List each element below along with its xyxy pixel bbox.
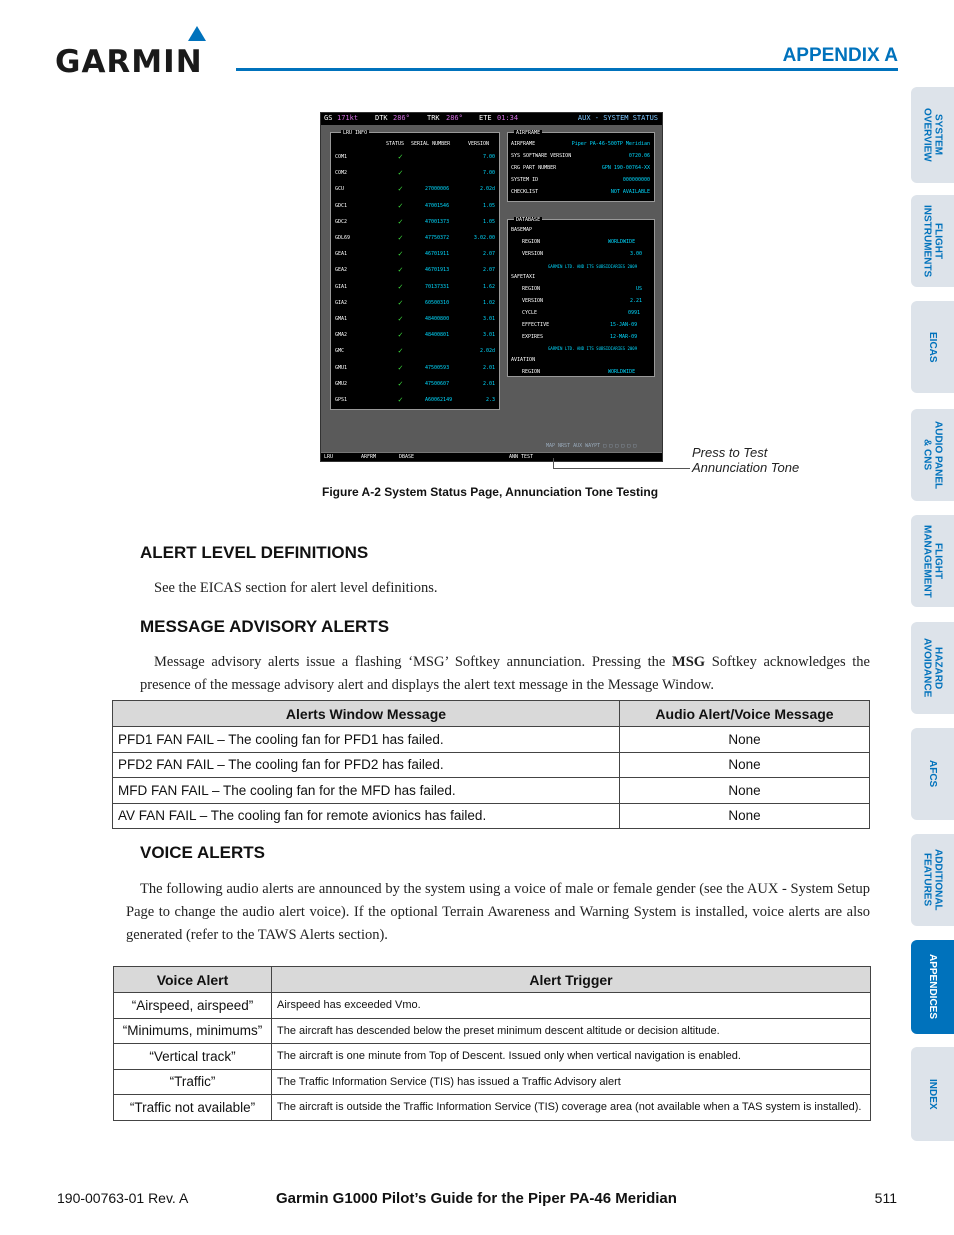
system-status-screen [320,112,663,462]
status-ok-check-icon: ✓ [398,314,403,323]
lru-version: 2.07 [482,267,495,274]
lru-serial: 48400800 [425,316,450,322]
status-ok-check-icon: ✓ [398,362,403,372]
lru-name: GIA2 [335,299,348,306]
tab-afcs[interactable]: AFCS [911,728,954,820]
footer-title: Garmin G1000 Pilot’s Guide for the Piper PA-46 Meridian [276,1190,677,1207]
garmin-logo-triangle-icon [188,26,206,41]
status-ok-check-icon: ✓ [398,216,403,226]
audio-alert-cell: None [620,778,870,804]
column-header: Alerts Window Message [113,701,620,727]
alert-trigger-cell: The aircraft has descended below the preset minimum descent altitude or decision altitude. [272,1018,871,1044]
alert-trigger-cell: The aircraft is outside the Traffic Information Service (TIS) coverage area (not available when a TAS system is installed). [272,1095,871,1121]
table-row [114,1095,871,1121]
lru-name: GEA1 [335,251,348,258]
tab-additional-features[interactable]: ADDITIONAL FEATURES [911,834,954,926]
lru-name: GDC2 [335,218,348,225]
callout-line-text: Press to Test [692,445,768,460]
airframe-panel: AIRFRAME AIRFRAME Piper PA-46-500TP Meridian SYS SOFTWARE VERSION 0720.06 CRG PART NUMBER GPN 190-00764-XX SYSTEM ID 000000000 CHECKLIST NOT AVAILABLE [507,132,655,202]
airframe-value: 000000000 [622,177,650,183]
lru-serial: 47750372 [425,235,450,241]
lru-version: 2.02d [479,186,495,193]
airframe-label: SYSTEM ID [511,177,539,183]
lru-version: 1.62 [482,283,495,290]
lru-serial: 47001373 [425,218,450,225]
status-ok-check-icon: ✓ [398,152,403,161]
airframe-value: NOT AVAILABLE [610,189,650,195]
screen-status-strip: MAP NRST AUX WAYPT □ □ □ □ □ □ [546,443,637,449]
column-header: Voice Alert [114,967,272,993]
heading-alert-level-definitions: ALERT LEVEL DEFINITIONS [140,543,369,562]
tab-flight-management[interactable]: FLIGHT MANAGEMENT [911,515,954,607]
softkey-ann-test[interactable]: ANN TEST [509,454,534,460]
audio-alert-cell: None [620,752,870,778]
alert-message-cell: PFD1 FAN FAIL – The cooling fan for PFD1 has failed. [113,727,620,753]
table-row [114,1018,871,1044]
voice-alert-cell: “Minimums, minimums” [114,1018,272,1044]
footer-page-number: 511 [874,1190,897,1206]
status-ok-check-icon: ✓ [398,281,403,291]
softkey-arfrm[interactable]: ARFRM [361,454,377,460]
lru-name: GMC [335,348,345,355]
table-row [113,727,870,753]
status-ok-check-icon: ✓ [398,200,403,210]
airframe-label: CRG PART NUMBER [511,165,557,171]
figure-caption: Figure A-2 System Status Page, Annunciation Tone Testing [322,485,659,499]
lru-version: 2.02d [479,348,495,355]
lru-version: 1.05 [482,202,495,209]
tab-index[interactable]: INDEX [911,1047,954,1141]
database-panel: DATABASE BASEMAP REGION WORLDWIDE VERSION 3.00 GARMIN LTD. AND ITS SUBSIDIARIES 2009 SAFETAXI REGION US VERSION 2.21 CYCLE 0991 EFFECTIVE 15-JAN-09 EXPIRES 12-MAR-09 GARMIN LTD. AND ITS SUBSIDIARIES 2009 AVIATION REGION WORLDWIDE [507,219,655,377]
voice-alerts-text: The following audio alerts are announced by the system using a voice of male or female gender (see the AUX - System Setup Page to change the audio alert voice). If the optional Terrain Awareness and Warning System is installed, voice alerts are also generated (refer to the TAWS Alerts section). [126,881,870,943]
airframe-value: Piper PA-46-500TP Meridian [571,141,650,147]
lru-version: 2.07 [482,251,495,258]
status-ok-check-icon: ✓ [398,297,403,307]
lru-serial: A60062149 [425,397,453,403]
garmin-logo [55,26,220,80]
lru-name: GMU1 [335,364,348,371]
heading-voice-alerts: VOICE ALERTS [140,843,265,862]
lru-name: GDL69 [335,235,351,241]
tab-eicas[interactable]: EICAS [911,301,954,393]
status-ok-check-icon: ✓ [398,265,403,275]
lru-version: 2.3 [485,397,495,403]
lru-serial: 60500310 [425,299,450,306]
callout-leader [553,468,690,469]
lru-name: GCU [335,186,345,193]
table-row [113,778,870,804]
lru-name: GMA1 [335,316,348,322]
message-advisory-table [112,700,870,829]
table-row [113,803,870,829]
status-ok-check-icon: ✓ [398,346,403,356]
voice-alert-cell: “Airspeed, airspeed” [114,993,272,1019]
appendix-title: APPENDIX A [782,45,898,66]
lru-name: GDC1 [335,202,348,209]
voice-alert-cell: “Traffic not available” [114,1095,272,1121]
lru-name: GIA1 [335,283,348,290]
status-ok-check-icon: ✓ [398,395,403,404]
screen-top-bar: GS 171kt DTK 286° TRK 286° ETE 01:34 AUX - SYSTEM STATUS [321,113,662,125]
voice-alert-cell: “Vertical track” [114,1044,272,1070]
airframe-value: 0720.06 [628,153,650,159]
lru-version: 3.01 [482,316,495,322]
lru-version: 3.02.00 [473,235,495,241]
callout-press-to-test [692,445,799,475]
alert-trigger-cell: The Traffic Information Service (TIS) has issued a Traffic Advisory alert [272,1069,871,1095]
lru-serial: 46701911 [425,251,450,258]
table-row [114,1044,871,1070]
lru-name: GMA2 [335,332,348,339]
status-ok-check-icon: ✓ [398,184,403,194]
table-row [114,1069,871,1095]
column-header: Audio Alert/Voice Message [620,701,870,727]
lru-version: 3.01 [482,332,495,339]
lru-serial: 47500593 [425,364,450,371]
status-ok-check-icon: ✓ [398,330,403,340]
table-header-row [113,701,870,727]
softkey-dbase[interactable]: DBASE [399,454,415,460]
lru-info-panel: LRU INFO STATUS SERIAL NUMBER VERSION COM1 ✓ 7.00 COM2 ✓ 7.00 GCU ✓ 27000006 2.02d GDC1 ✓ 47001546 1.05 GDC2 ✓ 47001373 1.05 GDL69 ✓ 47750372 3.02.00 GEA1 ✓ 46701911 2.07 GEA2 ✓ 46701913 2.07 GIA1 ✓ 70137331 1.62 GIA2 ✓ 60500310 1.02 GMA1 ✓ 48400800 3.01 GMA2 ✓ 48400801 3.01 GMC ✓ 2.02d GMU1 ✓ 47500593 2.01 GMU2 ✓ 47500607 2.01 GPS1 ✓ A60062149 2.3 [330,132,500,410]
column-header: Alert Trigger [272,967,871,993]
lru-name: GPS1 [335,397,348,403]
lru-name: GMU2 [335,380,348,387]
lru-serial: 27000006 [425,186,450,193]
lru-serial: 47001546 [425,202,450,209]
table-header-row [114,967,871,993]
status-ok-check-icon: ✓ [398,249,403,259]
footer-doc-number: 190-00763-01 Rev. A [57,1190,189,1206]
screen-softkeys [321,452,662,461]
callout-line-text: Annunciation Tone [692,460,800,475]
tab-appendices[interactable]: APPENDICES [911,940,954,1034]
garmin-logo-text: GARMIN [55,44,203,80]
alert-message-cell: AV FAN FAIL – The cooling fan for remote avionics has failed. [113,803,620,829]
softkey-lru[interactable]: LRU [324,454,334,460]
audio-alert-cell: None [620,803,870,829]
alert-message-cell: PFD2 FAN FAIL – The cooling fan for PFD2 has failed. [113,752,620,778]
airframe-value: GPN 190-00764-XX [601,165,650,171]
airframe-label: AIRFRAME [511,141,536,147]
screen-page-title: AUX - SYSTEM STATUS [577,114,658,122]
airframe-label: CHECKLIST [511,189,539,195]
lru-name: GEA2 [335,267,348,274]
audio-alert-cell: None [620,727,870,753]
lru-version: 2.01 [482,380,495,387]
alert-level-text: See the EICAS section for alert level definitions. [154,580,438,596]
voice-alerts-table [113,966,871,1121]
header-rule [236,68,898,71]
lru-version: 2.01 [482,364,495,371]
tab-flight-instruments[interactable]: FLIGHT INSTRUMENTS [911,195,954,287]
lru-serial: 47500607 [425,380,450,387]
voice-alert-cell: “Traffic” [114,1069,272,1095]
lru-version: 7.00 [482,154,495,160]
status-ok-check-icon: ✓ [398,233,403,242]
airframe-label: SYS SOFTWARE VERSION [511,153,572,159]
lru-serial: 70137331 [425,283,450,290]
tab-hazard-avoidance[interactable]: HAZARD AVOIDANCE [911,622,954,714]
lru-version: 1.02 [482,299,495,306]
lru-serial: 48400801 [425,332,450,339]
tab-audio-panel-cns[interactable]: AUDIO PANEL & CNS [911,409,954,501]
lru-name: COM2 [335,170,348,177]
table-row [113,752,870,778]
lru-version: 1.05 [482,218,495,225]
msg-softkey-label: MSG [672,654,706,670]
lru-name: COM1 [335,154,348,160]
heading-message-advisory-alerts: MESSAGE ADVISORY ALERTS [140,617,390,636]
status-ok-check-icon: ✓ [398,378,403,388]
tab-system-overview[interactable]: SYSTEM OVERVIEW [911,87,954,183]
message-advisory-text: Message advisory alerts issue a flashing ‘MSG’ Softkey annunciation. Pressing the MSG Softkey acknowledges the presence of the message advisory alert and displays the alert text message in the Message Window. [140,654,870,693]
alert-trigger-cell: The aircraft is one minute from Top of Descent. Issued only when vertical navigation is enabled. [272,1044,871,1070]
table-row [114,993,871,1019]
status-ok-check-icon: ✓ [398,168,403,178]
lru-version: 7.00 [482,170,495,177]
alert-trigger-cell: Airspeed has exceeded Vmo. [272,993,871,1019]
lru-serial: 46701913 [425,267,450,274]
alert-message-cell: MFD FAN FAIL – The cooling fan for the MFD has failed. [113,778,620,804]
